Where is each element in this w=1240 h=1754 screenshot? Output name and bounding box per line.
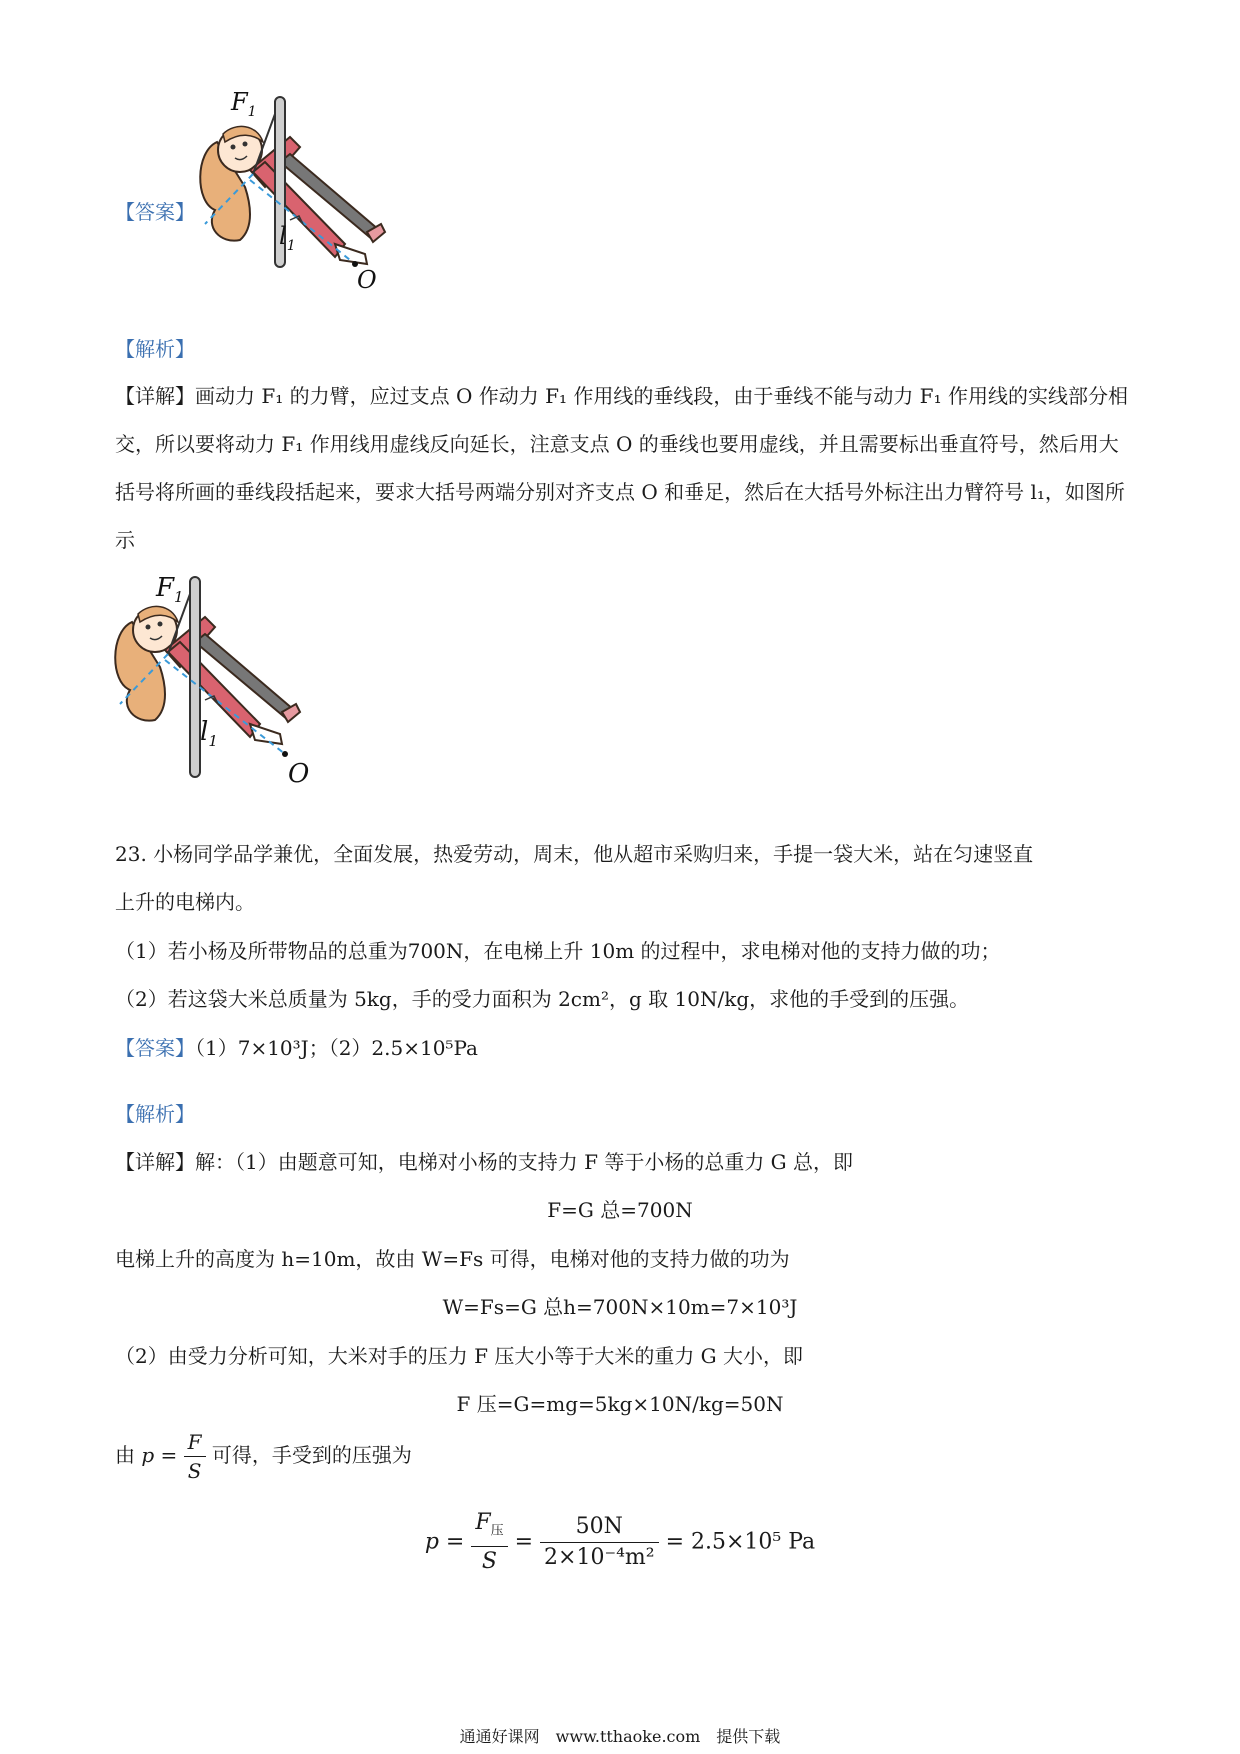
q23-detail-line-2: 电梯上升的高度为 h=10m，故由 W=Fs 可得，电梯对他的支持力做的功为: [115, 1247, 790, 1271]
arm-label: l: [200, 717, 209, 747]
lever-figure-2: [110, 572, 350, 804]
equation-1: F=G 总=700N: [547, 1198, 693, 1222]
force-label: F: [156, 573, 175, 603]
final-denominator: 2×10⁻⁴m²: [544, 1545, 655, 1571]
q23-answer-row: [115, 1032, 478, 1061]
svg-text:F1: [155, 573, 184, 606]
pivot-label: O: [357, 266, 377, 294]
force-over-area-fraction: $\frac{F_压}{S}$: [471, 1508, 507, 1577]
force-label-sub: 1: [174, 588, 184, 606]
pivot-label: O: [288, 759, 310, 789]
detail-label-2: 【详解】: [115, 1150, 195, 1174]
svg-text:l1: [200, 717, 218, 750]
q23-answer: （1）7×10³J；（2）2.5×10⁵Pa: [195, 1036, 478, 1060]
analysis-label-2: 【解析】: [115, 1102, 195, 1126]
page-footer: 通通好课网 www.tthaoke.com 提供下载: [459, 1727, 781, 1746]
analysis-label-1: 【解析】: [115, 337, 195, 361]
arm-label-sub: 1: [208, 732, 218, 750]
final-result: = 2.5×10⁵ Pa: [665, 1529, 816, 1555]
arm-label-sub: 1: [286, 238, 296, 254]
q23-detail-line-1: [115, 1146, 853, 1175]
q23-detail-line-3: （2）由受力分析可知，大米对手的压力 F 压大小等于大米的重力 G 大小，即: [115, 1344, 804, 1368]
final-numerator: 50N: [540, 1512, 659, 1543]
q23-sub-question-1: （1）若小杨及所带物品的总重为700N，在电梯上升 10m 的过程中，求电梯对他的支持力做的功；: [115, 939, 1001, 963]
lever-figure-1: [195, 92, 435, 324]
numeric-fraction: [540, 1512, 659, 1573]
equation-2: W=Fs=G 总h=700N×10m=7×10³J: [442, 1295, 798, 1319]
force-label-sub: 1: [247, 104, 257, 120]
detail-label-1: 【详解】: [115, 384, 195, 408]
q23-stem-line-1: 23. 小杨同学品学兼优，全面发展，热爱劳动，周末，他从超市采购归来，手提一袋大米，站在匀速竖直: [115, 842, 1034, 866]
formula-suffix: 可得，手受到的压强为: [211, 1443, 412, 1467]
answer-label-2: 【答案】: [115, 1036, 195, 1060]
q23-sub-question-2: （2）若这袋大米总质量为 5kg，手的受力面积为 2cm²，g 取 10N/kg，求他的手受到的压强。: [115, 987, 970, 1011]
pressure-formula-fraction: $\frac{F}{S}$: [184, 1428, 206, 1485]
formula-prefix: 由: [115, 1443, 135, 1467]
equation-3: F 压=G=mg=5kg×10N/kg=50N: [456, 1392, 784, 1416]
svg-text:l1: [279, 222, 296, 254]
pivot-point: [282, 751, 288, 757]
q22-detail-text: 画动力 F₁ 的力臂，应过支点 O 作动力 F₁ 作用线的垂线段，由于垂线不能与动力 F₁ 作用线的实线部分相交，所以要将动力 F₁ 作用线用虚线反向延长，注意支点 O 的垂线也要用虚线，并且需要标出垂直符号，然后用大括号将所画的垂线段括起来，要求大括号两端分别对齐支点 O 和垂足，然后在大括号外标注出力臂符号 l₁，如图所示: [115, 384, 1128, 552]
q22-detail-paragraph: [115, 372, 1130, 564]
pressure-formula-line: 由 p = $\frac{F}{S}$ 可得，手受到的压强为: [115, 1430, 412, 1483]
q23-detail-text-1: 解：（1）由题意可知，电梯对小杨的支持力 F 等于小杨的总重力 G 总，即: [195, 1150, 854, 1174]
force-label: F: [231, 92, 248, 116]
final-pressure-equation: p = $\frac{F_压}{S}$ = $\frac{50N}{\text{2×10⁻⁴m²}}$ = 2.5×10⁵ Pa: [0, 1508, 1240, 1577]
svg-text:F1: [230, 92, 257, 120]
vertical-pole: [190, 577, 200, 777]
q23-stem-line-2: 上升的电梯内。: [115, 890, 255, 914]
answer-label: 【答案】: [115, 200, 195, 224]
arm-label: l: [279, 222, 287, 250]
